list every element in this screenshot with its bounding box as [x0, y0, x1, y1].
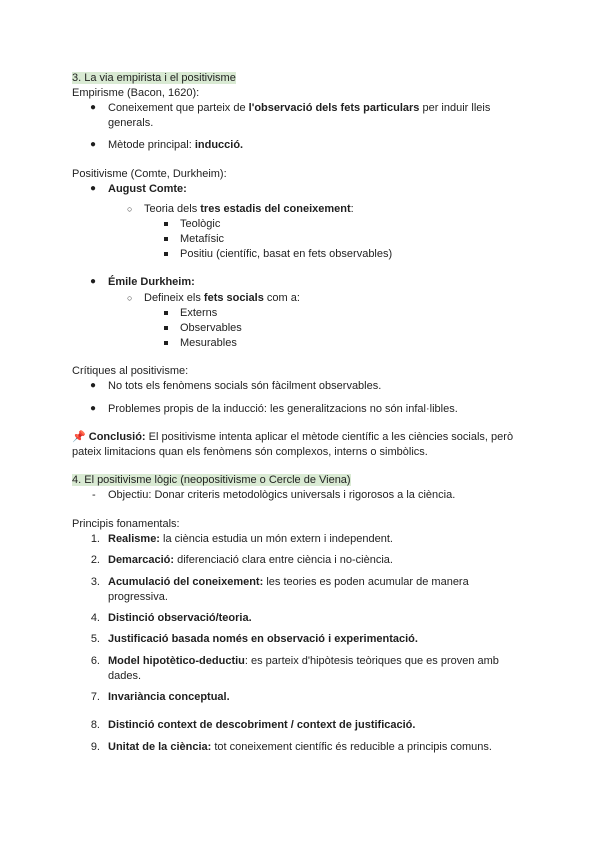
principle-item: Distinció observació/teoria. — [108, 612, 252, 624]
objective: Objectiu: Donar criteris metodològics universals i rigorosos a la ciència. — [108, 489, 456, 501]
list-number: 2. — [90, 554, 100, 566]
list-number: 9. — [90, 741, 100, 753]
principle-item: Justificació basada només en observació i experimentació. — [108, 633, 418, 645]
square-bullet-icon — [164, 311, 168, 315]
stage-item: Teològic — [180, 218, 221, 230]
stage-item: Positiu (científic, basat en fets observables) — [180, 248, 393, 260]
empirisme-point-1-cont: generals. — [108, 117, 154, 129]
list-number: 4. — [90, 612, 100, 624]
principle-item-cont: dades. — [108, 670, 142, 682]
positivisme-title: Positivisme (Comte, Durkheim): — [72, 168, 227, 180]
pushpin-icon: 📌 — [72, 431, 86, 443]
critiques-title: Crítiques al positivisme: — [72, 365, 189, 377]
bullet-icon: ● — [90, 139, 97, 150]
empirisme-point-1: Coneixement que parteix de l'observació dels fets particulars per induir lleis — [108, 102, 491, 114]
list-number: 6. — [90, 655, 100, 667]
bullet-icon: ● — [90, 102, 97, 113]
critique-item: No tots els fenòmens socials són fàcilment observables. — [108, 380, 382, 392]
fact-item: Observables — [180, 322, 242, 334]
principle-item: Model hipotètico-deductiu: es parteix d'hipòtesis teòriques que es proven amb — [108, 655, 499, 667]
fact-item: Mesurables — [180, 337, 237, 349]
list-number: 3. — [90, 576, 100, 588]
section-4-heading: 4. El positivisme lògic (neopositivisme o Cercle de Viena) — [72, 474, 351, 486]
fact-item: Externs — [180, 307, 218, 319]
square-bullet-icon — [164, 341, 168, 345]
bullet-icon: ● — [90, 183, 97, 194]
principle-item: Unitat de la ciència: tot coneixement científic és reducible a principis comuns. — [108, 741, 492, 753]
list-number: 8. — [90, 719, 100, 731]
list-number: 5. — [90, 633, 100, 645]
comte-theory: Teoria dels tres estadis del coneixement: — [144, 203, 354, 215]
stage-item: Metafísic — [180, 233, 225, 245]
list-number: 1. — [90, 533, 100, 545]
conclusion: 📌 Conclusió: El positivisme intenta aplicar el mètode científic a les ciències socials, però — [72, 431, 514, 443]
list-number: 7. — [90, 691, 100, 703]
principle-item: Acumulació del coneixement: les teories es poden acumular de manera — [108, 576, 469, 588]
comte-name: August Comte: — [108, 183, 187, 195]
square-bullet-icon — [164, 252, 168, 256]
square-bullet-icon — [164, 222, 168, 226]
square-bullet-icon — [164, 326, 168, 330]
principle-item: Invariància conceptual. — [108, 691, 230, 703]
durkheim-definition: Defineix els fets socials com a: — [144, 292, 300, 304]
dash-bullet: - — [92, 489, 96, 501]
square-bullet-icon — [164, 237, 168, 241]
critique-item: Problemes propis de la inducció: les generalitzacions no són infal·libles. — [108, 403, 458, 415]
principle-item: Realisme: la ciència estudia un món extern i independent. — [108, 533, 393, 545]
bullet-icon: ● — [90, 380, 97, 391]
principles-title: Principis fonamentals: — [72, 518, 180, 530]
principle-item-cont: progressiva. — [108, 591, 168, 603]
principle-item: Distinció context de descobriment / context de justificació. — [108, 719, 416, 731]
durkheim-name: Émile Durkheim: — [108, 276, 195, 288]
circle-bullet-icon: ○ — [127, 204, 133, 214]
circle-bullet-icon: ○ — [127, 293, 133, 303]
section-3-heading: 3. La via empirista i el positivisme — [72, 72, 236, 84]
principle-item: Demarcació: diferenciació clara entre ciència i no-ciència. — [108, 554, 393, 566]
empirisme-title: Empirisme (Bacon, 1620): — [72, 87, 200, 99]
empirisme-point-2: Mètode principal: inducció. — [108, 139, 244, 151]
conclusion-cont: pateix limitacions quan els fenòmens són complexos, interns o simbòlics. — [72, 446, 428, 458]
bullet-icon: ● — [90, 276, 97, 287]
bullet-icon: ● — [90, 403, 97, 414]
